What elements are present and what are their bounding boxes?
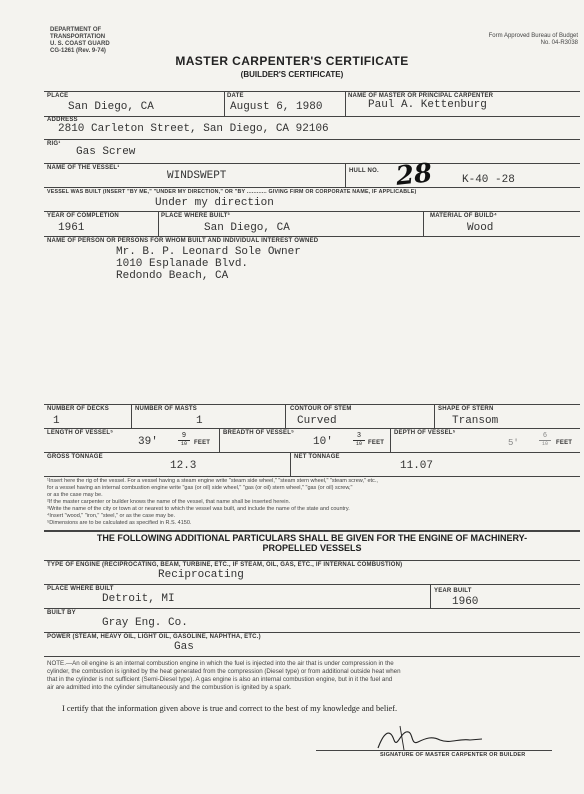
master-label: NAME OF MASTER OR PRINCIPAL CARPENTER xyxy=(348,93,494,99)
vessel-name-label: NAME OF THE VESSEL¹ xyxy=(47,165,120,171)
certificate-title: MASTER CARPENTER'S CERTIFICATE xyxy=(175,54,409,68)
note-line: NOTE.—An oil engine is an internal combustion engine in which the fuel is injected into the air that is under compression in the xyxy=(47,660,394,667)
form-approved-line: Form Approved Bureau of Budget xyxy=(488,33,578,39)
department-block xyxy=(50,27,110,55)
year-completion-value: 1961 xyxy=(58,222,85,234)
engine-power-label: POWER (STEAM, HEAVY OIL, LIGHT OIL, GASOLINE, NAPHTHA, ETC.) xyxy=(47,634,261,640)
net-tonnage-value: 11.07 xyxy=(400,460,434,472)
hull-no-value: K-40 -28 xyxy=(462,174,515,186)
engine-built-by-value: Gray Eng. Co. xyxy=(102,617,188,629)
year-completion-label: YEAR OF COMPLETION xyxy=(47,213,119,219)
decks-label: NUMBER OF DECKS xyxy=(47,406,110,412)
engine-built-by-label: BUILT BY xyxy=(47,610,76,616)
note-line: that in the cylinder is not sufficient (Semi-Diesel type). A gas engine is also an internal combustion engine, but in it the fuel and xyxy=(47,676,393,683)
breadth-fraction-top: 3 xyxy=(353,432,365,441)
owner-line: Redondo Beach, CA xyxy=(116,270,229,282)
place-label: PLACE xyxy=(47,93,69,99)
engine-type-value: Reciprocating xyxy=(158,569,244,581)
footnote: ²If the master carpenter or builder knows the name of the vessel, that name shall be inserted herein. xyxy=(47,499,291,505)
engine-heading-line: THE FOLLOWING ADDITIONAL PARTICULARS SHALL BE GIVEN FOR THE ENGINE OF MACHINERY- xyxy=(96,533,528,543)
footnote: ⁵Dimensions are to be calculated as specified in R.S. 4150. xyxy=(47,520,192,526)
length-fraction-bottom: 10 xyxy=(180,441,187,447)
address-value: 2810 Carleton Street, San Diego, CA 92106 xyxy=(58,123,329,135)
breadth-fraction-bottom: 10 xyxy=(355,441,362,447)
depth-fraction-bottom: 10 xyxy=(541,441,548,447)
stem-label: CONTOUR OF STEM xyxy=(290,406,352,412)
footnote: ³Write the name of the city or town at or nearest to which the vessel was built, and include the name of the state and country. xyxy=(47,506,350,512)
note-line: cylinder, the combustion is ignited by the heat generated from the compression (Diesel type) or from additional outside heat when xyxy=(47,668,401,675)
depth-fraction-top: 6 xyxy=(539,432,551,441)
hull-no-label: HULL NO. xyxy=(349,168,379,174)
rig-value: Gas Screw xyxy=(76,146,136,158)
length-label: LENGTH OF VESSEL⁵ xyxy=(47,430,114,436)
date-label: DATE xyxy=(227,93,244,99)
footnote: ¹Insert here the rig of the vessel. For a vessel having a steam engine write "steam side wheel," "steam stern wheel," "steam screw," etc., xyxy=(47,478,378,484)
decks-value: 1 xyxy=(53,415,60,427)
certification-statement: I certify that the information given above is true and correct to the best of my knowledge and belief. xyxy=(62,704,398,713)
date-value: August 6, 1980 xyxy=(230,101,323,113)
department-line: TRANSPORTATION xyxy=(50,34,106,40)
owner-line: 1010 Esplanade Blvd. xyxy=(116,258,249,270)
signature-scribble xyxy=(370,722,530,752)
engine-power-value: Gas xyxy=(174,641,194,653)
engine-place-value: Detroit, MI xyxy=(102,593,175,605)
length-feet-label: FEET xyxy=(194,440,211,446)
length-feet-value: 39' xyxy=(138,436,158,448)
place-value: San Diego, CA xyxy=(68,101,154,113)
material-value: Wood xyxy=(467,222,494,234)
signature-label: SIGNATURE OF MASTER CARPENTER OR BUILDER xyxy=(380,752,526,758)
vessel-built-label: VESSEL WAS BUILT (INSERT "BY ME," "UNDER MY DIRECTION," OR "BY ............ GIVING FIRM OR CORPORATE NAME, IF APPLICABLE) xyxy=(47,189,417,195)
address-label: ADDRESS xyxy=(47,117,78,123)
signature-line xyxy=(316,750,552,751)
form-approved-number: No. 04-R3038 xyxy=(540,40,578,46)
breadth-feet-value: 10' xyxy=(313,436,333,448)
engine-place-label: PLACE WHERE BUILT xyxy=(47,586,114,592)
footnote: or as the case may be. xyxy=(47,492,103,498)
depth-feet-label: FEET xyxy=(556,440,573,446)
depth-feet-value: 5' xyxy=(508,438,519,448)
place-built-value: San Diego, CA xyxy=(204,222,290,234)
gross-tonnage-value: 12.3 xyxy=(170,460,197,472)
department-line: U. S. COAST GUARD xyxy=(50,41,110,47)
department-line: DEPARTMENT OF xyxy=(50,27,102,33)
engine-year-label: YEAR BUILT xyxy=(434,588,472,594)
material-label: MATERIAL OF BUILD⁴ xyxy=(430,213,498,219)
place-built-label: PLACE WHERE BUILT³ xyxy=(161,213,230,219)
gross-tonnage-label: GROSS TONNAGE xyxy=(47,454,103,460)
footnote: for a vessel having an internal combustion engine write "gas (or oil) side wheel," "gas (or oil) stern wheel," "gas (or oil) screw," xyxy=(47,485,353,491)
rig-label: RIG¹ xyxy=(47,141,61,147)
engine-section-heading xyxy=(44,533,580,553)
stern-label: SHAPE OF STERN xyxy=(438,406,494,412)
note-line: air are admitted into the cylinder simultaneously and the combustion is ignited by a spark. xyxy=(47,684,292,691)
certificate-subtitle: (BUILDER'S CERTIFICATE) xyxy=(240,70,344,79)
owner-line: Mr. B. P. Leonard Sole Owner xyxy=(116,246,301,258)
hull-number-handwritten: 28 xyxy=(394,158,434,192)
depth-label: DEPTH OF VESSEL⁵ xyxy=(394,430,456,436)
breadth-feet-label: FEET xyxy=(368,440,385,446)
masts-value: 1 xyxy=(196,415,203,427)
footnote: ⁴Insert "wood," "iron," "steel," or as the case may be. xyxy=(47,513,176,519)
net-tonnage-label: NET TONNAGE xyxy=(294,454,340,460)
form-approved-block xyxy=(489,33,578,47)
vessel-built-value: Under my direction xyxy=(155,197,274,209)
vessel-name-value: WINDSWEPT xyxy=(167,170,227,182)
form-number: CG-1261 (Rev. 9-74) xyxy=(50,48,106,54)
engine-year-value: 1960 xyxy=(452,596,479,608)
owner-label: NAME OF PERSON OR PERSONS FOR WHOM BUILT AND INDIVIDUAL INTEREST OWNED xyxy=(47,238,319,244)
breadth-label: BREADTH OF VESSEL⁵ xyxy=(223,430,295,436)
stem-value: Curved xyxy=(297,415,337,427)
engine-type-label: TYPE OF ENGINE (RECIPROCATING, BEAM, TURBINE, ETC., IF STEAM, OIL, GAS, ETC., IF INTERNAL COMBUSTION) xyxy=(47,562,403,568)
engine-heading-line: PROPELLED VESSELS xyxy=(262,543,362,553)
stern-value: Transom xyxy=(452,415,499,427)
masts-label: NUMBER OF MASTS xyxy=(135,406,197,412)
length-fraction-top: 9 xyxy=(178,432,190,441)
master-value: Paul A. Kettenburg xyxy=(368,99,487,111)
